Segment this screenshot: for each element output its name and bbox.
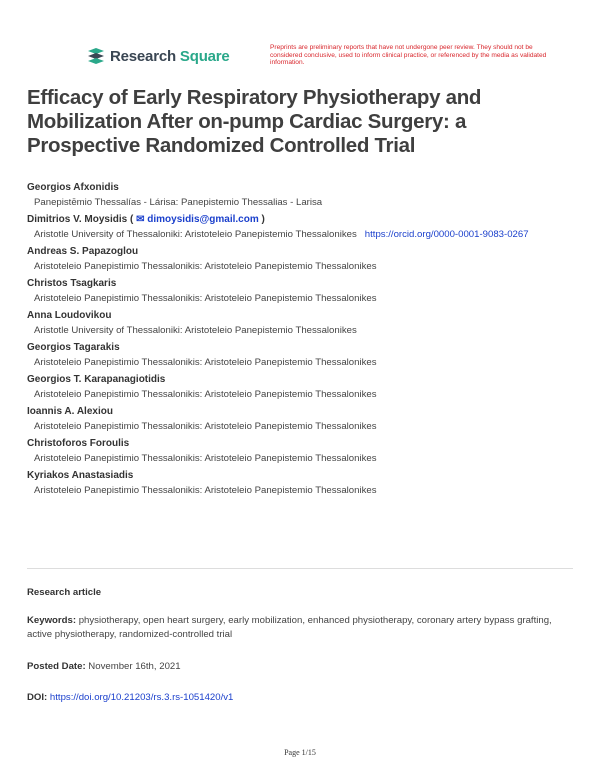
keywords-label: Keywords:	[27, 615, 77, 626]
orcid-link[interactable]: https://orcid.org/0000-0001-9083-0267	[364, 229, 529, 240]
author-affiliation: Aristoteleio Panepistimio Thessalonikis: Aristoteleio Panepistemio Thessalonikes	[34, 293, 377, 304]
author-affiliation: Panepistēmio Thessalías - Lárisa: Panepistemio Thessalias - Larisa	[34, 197, 323, 208]
keywords	[27, 614, 577, 642]
posted-date	[27, 660, 577, 674]
author-entry	[27, 212, 577, 242]
author-affiliation: Aristoteleio Panepistimio Thessalonikis: Aristoteleio Panepistemio Thessalonikes	[34, 357, 377, 368]
author-name-line	[27, 212, 577, 228]
author-name: Andreas S. Papazoglou	[27, 246, 139, 257]
author-name: Georgios Tagarakis	[27, 342, 120, 353]
author-entry	[27, 468, 577, 498]
doi-label: DOI:	[27, 692, 48, 703]
paper-title: Efficacy of Early Respiratory Physiotherapy and Mobilization After on-pump Cardiac Surgery: a Prospective Randomized Controlled Trial	[27, 86, 482, 157]
author-affiliation: Aristoteleio Panepistimio Thessalonikis: Aristoteleio Panepistemio Thessalonikes	[34, 453, 377, 464]
email-icon: ✉	[136, 214, 145, 225]
author-name: Georgios Afxonidis	[27, 182, 119, 193]
author-entry	[27, 276, 577, 306]
doi	[27, 691, 577, 705]
section-divider	[27, 568, 573, 569]
author-list	[27, 180, 577, 500]
author-affiliation: Aristoteleio Panepistimio Thessalonikis: Aristoteleio Panepistemio Thessalonikes	[34, 421, 377, 432]
author-name: Georgios T. Karapanagiotidis	[27, 374, 166, 385]
keywords-text: physiotherapy, open heart surgery, early mobilization, enhanced physiotherapy, coronary artery bypass grafting, active physiotherapy, randomized-controlled trial	[27, 615, 552, 640]
author-entry	[27, 404, 577, 434]
author-email-link[interactable]: dimoysidis@gmail.com	[144, 214, 259, 225]
author-name: Anna Loudovikou	[27, 310, 112, 321]
preprint-notice: Preprints are preliminary reports that have not undergone peer review. They should not be considered conclusive, used to inform clinical practice, or referenced by the media as validated information.	[270, 44, 547, 67]
author-entry	[27, 436, 577, 466]
email-open-paren: (	[127, 214, 137, 225]
doi-link[interactable]: https://doi.org/10.21203/rs.3.rs-1051420/v1	[47, 692, 234, 703]
posted-date-value: November 16th, 2021	[85, 661, 181, 672]
author-name: Ioannis A. Alexiou	[27, 406, 113, 417]
author-entry	[27, 308, 577, 338]
author-affiliation: Aristoteleio Panepistimio Thessalonikis: Aristoteleio Panepistemio Thessalonikes	[34, 485, 377, 496]
author-name: Christos Tsagkaris	[27, 278, 117, 289]
research-square-logo-icon	[87, 47, 105, 65]
author-affiliation: Aristoteleio Panepistimio Thessalonikis: Aristoteleio Panepistemio Thessalonikes	[34, 389, 377, 400]
author-name: Kyriakos Anastasiadis	[27, 470, 134, 481]
author-affiliation: Aristotle University of Thessaloniki: Aristoteleio Panepistemio Thessalonikes	[34, 325, 357, 336]
page-number: Page 1/15	[284, 748, 316, 757]
article-type: Research article	[27, 587, 102, 598]
author-affiliation: Aristoteleio Panepistimio Thessalonikis: Aristoteleio Panepistemio Thessalonikes	[34, 261, 377, 272]
author-affiliation	[27, 228, 577, 242]
research-square-logo[interactable]	[87, 47, 230, 65]
author-name: Dimitrios V. Moysidis	[27, 214, 128, 225]
brand-name-part2: Square	[175, 47, 230, 65]
author-entry	[27, 372, 577, 402]
author-affiliation-text: Aristotle University of Thessaloniki: Aristoteleio Panepistemio Thessalonikes	[34, 229, 357, 240]
email-close-paren: )	[258, 214, 265, 225]
author-entry	[27, 340, 577, 370]
author-entry	[27, 180, 577, 210]
author-entry	[27, 244, 577, 274]
posted-date-label: Posted Date:	[27, 661, 86, 672]
header	[0, 44, 600, 74]
brand-name-part1: Research	[110, 47, 176, 65]
brand-name	[110, 48, 230, 65]
author-name: Christoforos Foroulis	[27, 438, 130, 449]
